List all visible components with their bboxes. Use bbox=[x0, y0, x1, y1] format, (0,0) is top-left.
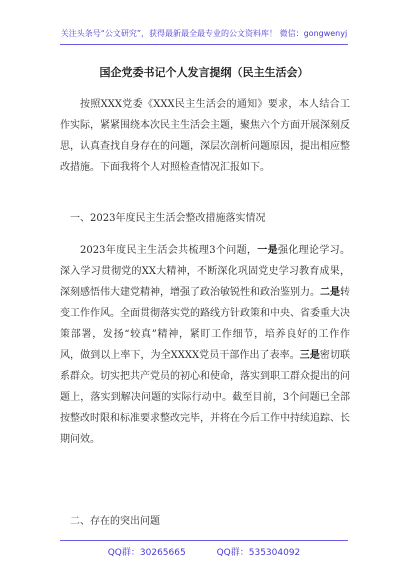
section-1-text-c: 转变工作作风。全面贯彻落实党的路线方针政策和中央、省委重大决策部署，发扬“较真”精神，紧盯工作细节，培养良好的工作作风，做到以上率下，为全XXXX党员干部作出了表率。 bbox=[60, 287, 350, 361]
bottom-divider bbox=[60, 540, 348, 541]
point-1-marker: 一是 bbox=[257, 245, 278, 256]
qq-group-1: QQ群：30265665 bbox=[107, 548, 186, 558]
section-1-text-a: 2023年度民主生活会共梳理3个问题， bbox=[80, 245, 258, 256]
qq-group-2: QQ群：535304092 bbox=[216, 548, 301, 558]
intro-paragraph: 按照XXX党委《XXX民主生活会的通知》要求，本人结合工作实际，紧紧围绕本次民主生活会主题，聚焦六个方面开展深刻反思，认真查找自身存在的问题，深层次剖析问题原因，提出相应整改措施。下面我将个人对照检查情况汇报如下。 bbox=[60, 99, 350, 173]
point-2-marker: 二是 bbox=[320, 287, 340, 298]
section-2-heading: 二、存在的突出问题 bbox=[70, 516, 160, 527]
point-3-marker: 三是 bbox=[299, 350, 320, 361]
section-1-text-b: 强化理论学习。深入学习贯彻党的XX大精神，不断深化巩固党史学习教育成果，深刻感悟伟大建党精神，增强了政治敏锐性和政治鉴别力。 bbox=[60, 245, 351, 298]
bottom-banner bbox=[0, 545, 408, 558]
section-1-heading: 一、2023年度民主生活会整改措施落实情况 bbox=[70, 213, 266, 224]
section-1-paragraph bbox=[60, 240, 350, 450]
document-title: 国企党委书记个人发言提纲（民主生活会） bbox=[99, 66, 309, 79]
top-banner: 关注头条号“公文研究”，获得最新最全最专业的公文资料库！ 微信：gongwenyj bbox=[60, 29, 348, 38]
section-1-text-d: 密切联系群众。切实把共产党员的初心和使命，落实到职工群众提出的问题上，落实到解决问题的实际行动中。截至目前，3个问题已全部按整改时限和标准要求整改完毕，并将在今后工作中持续追踪、长期问效。 bbox=[60, 350, 351, 445]
top-divider bbox=[60, 44, 348, 45]
